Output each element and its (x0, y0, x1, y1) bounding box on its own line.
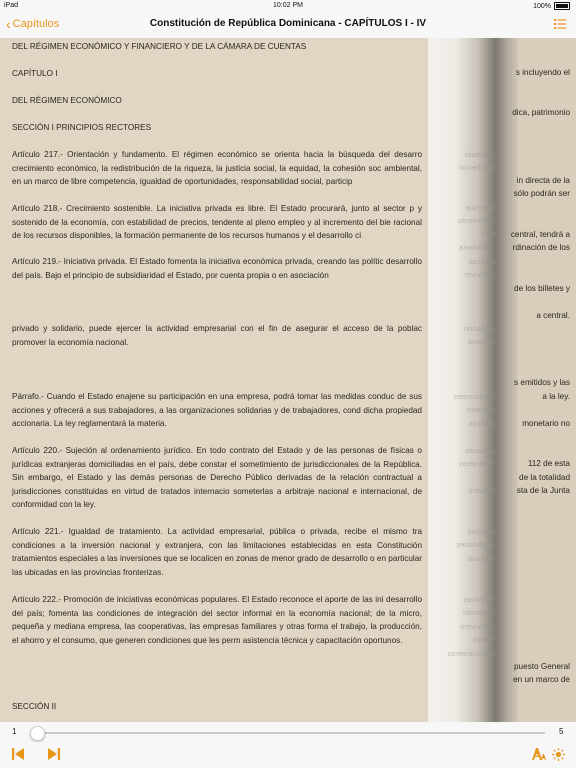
right-page (510, 38, 576, 722)
list-icon[interactable] (554, 18, 566, 30)
right-page-line: sta de la Junta (516, 486, 570, 495)
right-page-line: en un marco de (513, 675, 570, 684)
article-paragraph: privado y solidario, puede ejercer la actividad empresarial con el fin de asegurar el acceso de la poblac promover la economía nacional. (12, 324, 422, 347)
ghost-text: ciudadanía (459, 243, 496, 252)
chevron-left-icon: ‹ (6, 15, 11, 32)
ghost-text: condiciones (456, 540, 496, 549)
section-heading: DEL RÉGIMEN ECONÓMICO (12, 96, 122, 105)
article-paragraph: Artículo 218.- Crecimiento sostenible. La iniciativa privada es libre. El Estado procurará, junto al sector p y sostenido de la economía, con estabilidad de precios, tendente al pleno empleo y al incremento del bie racional de los recursos disponibles, la formación permanente de los recursos humanos y el desarrollo ci (12, 204, 422, 241)
ghost-text: orientado (464, 150, 496, 159)
font-size-icon[interactable] (532, 748, 546, 761)
book-page-view[interactable] (0, 38, 576, 722)
status-bar (0, 0, 576, 12)
ghost-text: promoverá (460, 622, 496, 631)
chapter-heading: DEL RÉGIMEN ECONÓMICO Y FINANCIERO Y DE LA CÁMARA DE CUENTAS (12, 42, 307, 51)
article-paragraph: Artículo 219.- Iniciativa privada. El Estado fomenta la iniciativa económica privada, creando las polític desarrollo del país. Bajo el principio de subsidiaridad el Estado, por cuenta propia o en asociación (12, 257, 422, 280)
ghost-text: personas (465, 446, 496, 455)
section-heading: SECCIÓN II (12, 702, 57, 711)
article-paragraph: Artículo 222.- Promoción de iniciativas económicas populares. El Estado reconoce el aporte de las ini desarrollo del país; fomenta las condiciones de integración del sector informal en la economía nacional; de la micro, pequeña y mediana empresa, las cooperativas, las empresas familiares y otras forma el trabajo, la producción, el ahorro y el consumo, que generen condiciones que les perm asistencia técnica y capacitación oportunos. (12, 595, 422, 645)
ghost-text: nacional (468, 554, 496, 563)
page-title: Constitución de República Dominicana - CAPÍTULOS I - IV (149, 18, 427, 29)
skip-back-icon[interactable] (12, 748, 24, 760)
article-paragraph: Párrafo.- Cuando el Estado enajene su participación en una empresa, podrá tomar las medidas conduc de sus acciones y ofrecerá a sus trabajadores, a las organizaciones solidarias y de trabajadores, cond dicha propiedad accionaria. La ley reglamentará la materia. (12, 392, 422, 429)
right-page-line: 112 de esta (527, 459, 570, 468)
ghost-text: bien (481, 229, 496, 238)
right-page-line: puesto General (514, 662, 570, 671)
carrier-label: iPad (4, 2, 19, 9)
battery-icon (554, 2, 570, 10)
right-page-line: monetario no (522, 419, 570, 428)
right-page-line: a central. (536, 311, 570, 320)
ghost-text: nacional (468, 337, 496, 346)
page-slider-track[interactable] (36, 732, 545, 734)
ghost-text: la cohesión (458, 163, 496, 172)
slider-max-label: 5 (559, 727, 564, 736)
slider-min-label: 1 (12, 727, 17, 736)
ghost-text: financiamiento (447, 649, 496, 658)
right-page-line: in directa de la (516, 176, 570, 185)
ghost-text: iniciativas (463, 595, 496, 604)
right-page-line: s emitidos y las (514, 378, 570, 387)
right-page-line: sólo podrán ser (513, 189, 570, 198)
ghost-text: igualdad (467, 527, 496, 536)
ghost-text: promover (464, 270, 496, 279)
ghost-text: desarrollo (463, 608, 496, 617)
left-page (0, 38, 428, 722)
right-page-line: de la totalidad (519, 473, 570, 482)
page-curl[interactable] (428, 38, 518, 722)
ghost-text: tratados (468, 486, 496, 495)
bottom-toolbar (0, 742, 576, 768)
right-page-line: de los billetes y (514, 284, 570, 293)
article-paragraph: Artículo 217.- Orientación y fundamento. El régimen económico se orienta hacia la búsqueda del desarro crecimiento económico, la redistribución de la riqueza, la justicia social, la equidad, la cohesión soc ambiental, en un marco de libre competencia, igualdad de oportunidades, responsabilidad social, particip (12, 150, 422, 187)
ghost-text: población (463, 324, 496, 333)
ghost-text: acciones (466, 405, 496, 414)
status-time: 10:02 PM (273, 2, 303, 9)
ghost-text: trabajo (473, 635, 496, 644)
navigation-bar (0, 12, 576, 39)
right-page-line: rdinación de los (512, 243, 570, 252)
ghost-text: bienestar (465, 203, 496, 212)
battery-status (533, 2, 570, 10)
ghost-text: conducentes (453, 392, 496, 401)
right-page-line: s incluyendo el (515, 68, 570, 77)
article-paragraph: Artículo 221.- Igualdad de tratamiento. La actividad empresarial, pública o privada, recibe el mismo tra condiciones a la inversión nacional y extranjera, con las limitaciones establecidas en esta Constitución tratamientos especiales a las inversiones que se localicen en zonas de menor grado de desarrollo o en particular las ubicadas en las provincias fronterizas. (12, 527, 422, 577)
article-paragraph: Artículo 220.- Sujeción al ordenamiento jurídico. En todo contrato del Estado y de las personas de físicas o jurídicas extranjeras domiciliadas en el país, debe constar el sometimiento de jurisdiccionales de la República. Sin embargo, el Estado y las demás personas de Derecho Público derivadas de la relación contractual a jurisdicciones constituidas en virtud de tratados internacio someterlas a arbitraje nacional e internacional, de conformidad con la ley. (12, 446, 422, 510)
skip-forward-icon[interactable] (48, 748, 60, 760)
ghost-text: extranjeras (458, 459, 496, 468)
page-slider-bar (0, 722, 576, 742)
ghost-text: crecimiento (457, 216, 496, 225)
brightness-icon[interactable] (552, 748, 565, 761)
right-page-line: dica, patrimonio (512, 108, 570, 117)
section-subheading: SECCIÓN I PRINCIPIOS RECTORES (12, 123, 152, 132)
right-page-line: a la ley. (542, 392, 570, 401)
back-button-label: Capítulos (12, 18, 60, 30)
ghost-text: públicas (468, 419, 496, 428)
chapter-label: CAPÍTULO I (12, 69, 58, 78)
page-slider-thumb[interactable] (30, 726, 45, 741)
battery-percent: 100% (533, 2, 551, 10)
ghost-text: políticas (468, 257, 496, 266)
right-page-line: central, tendrá a (510, 230, 570, 239)
